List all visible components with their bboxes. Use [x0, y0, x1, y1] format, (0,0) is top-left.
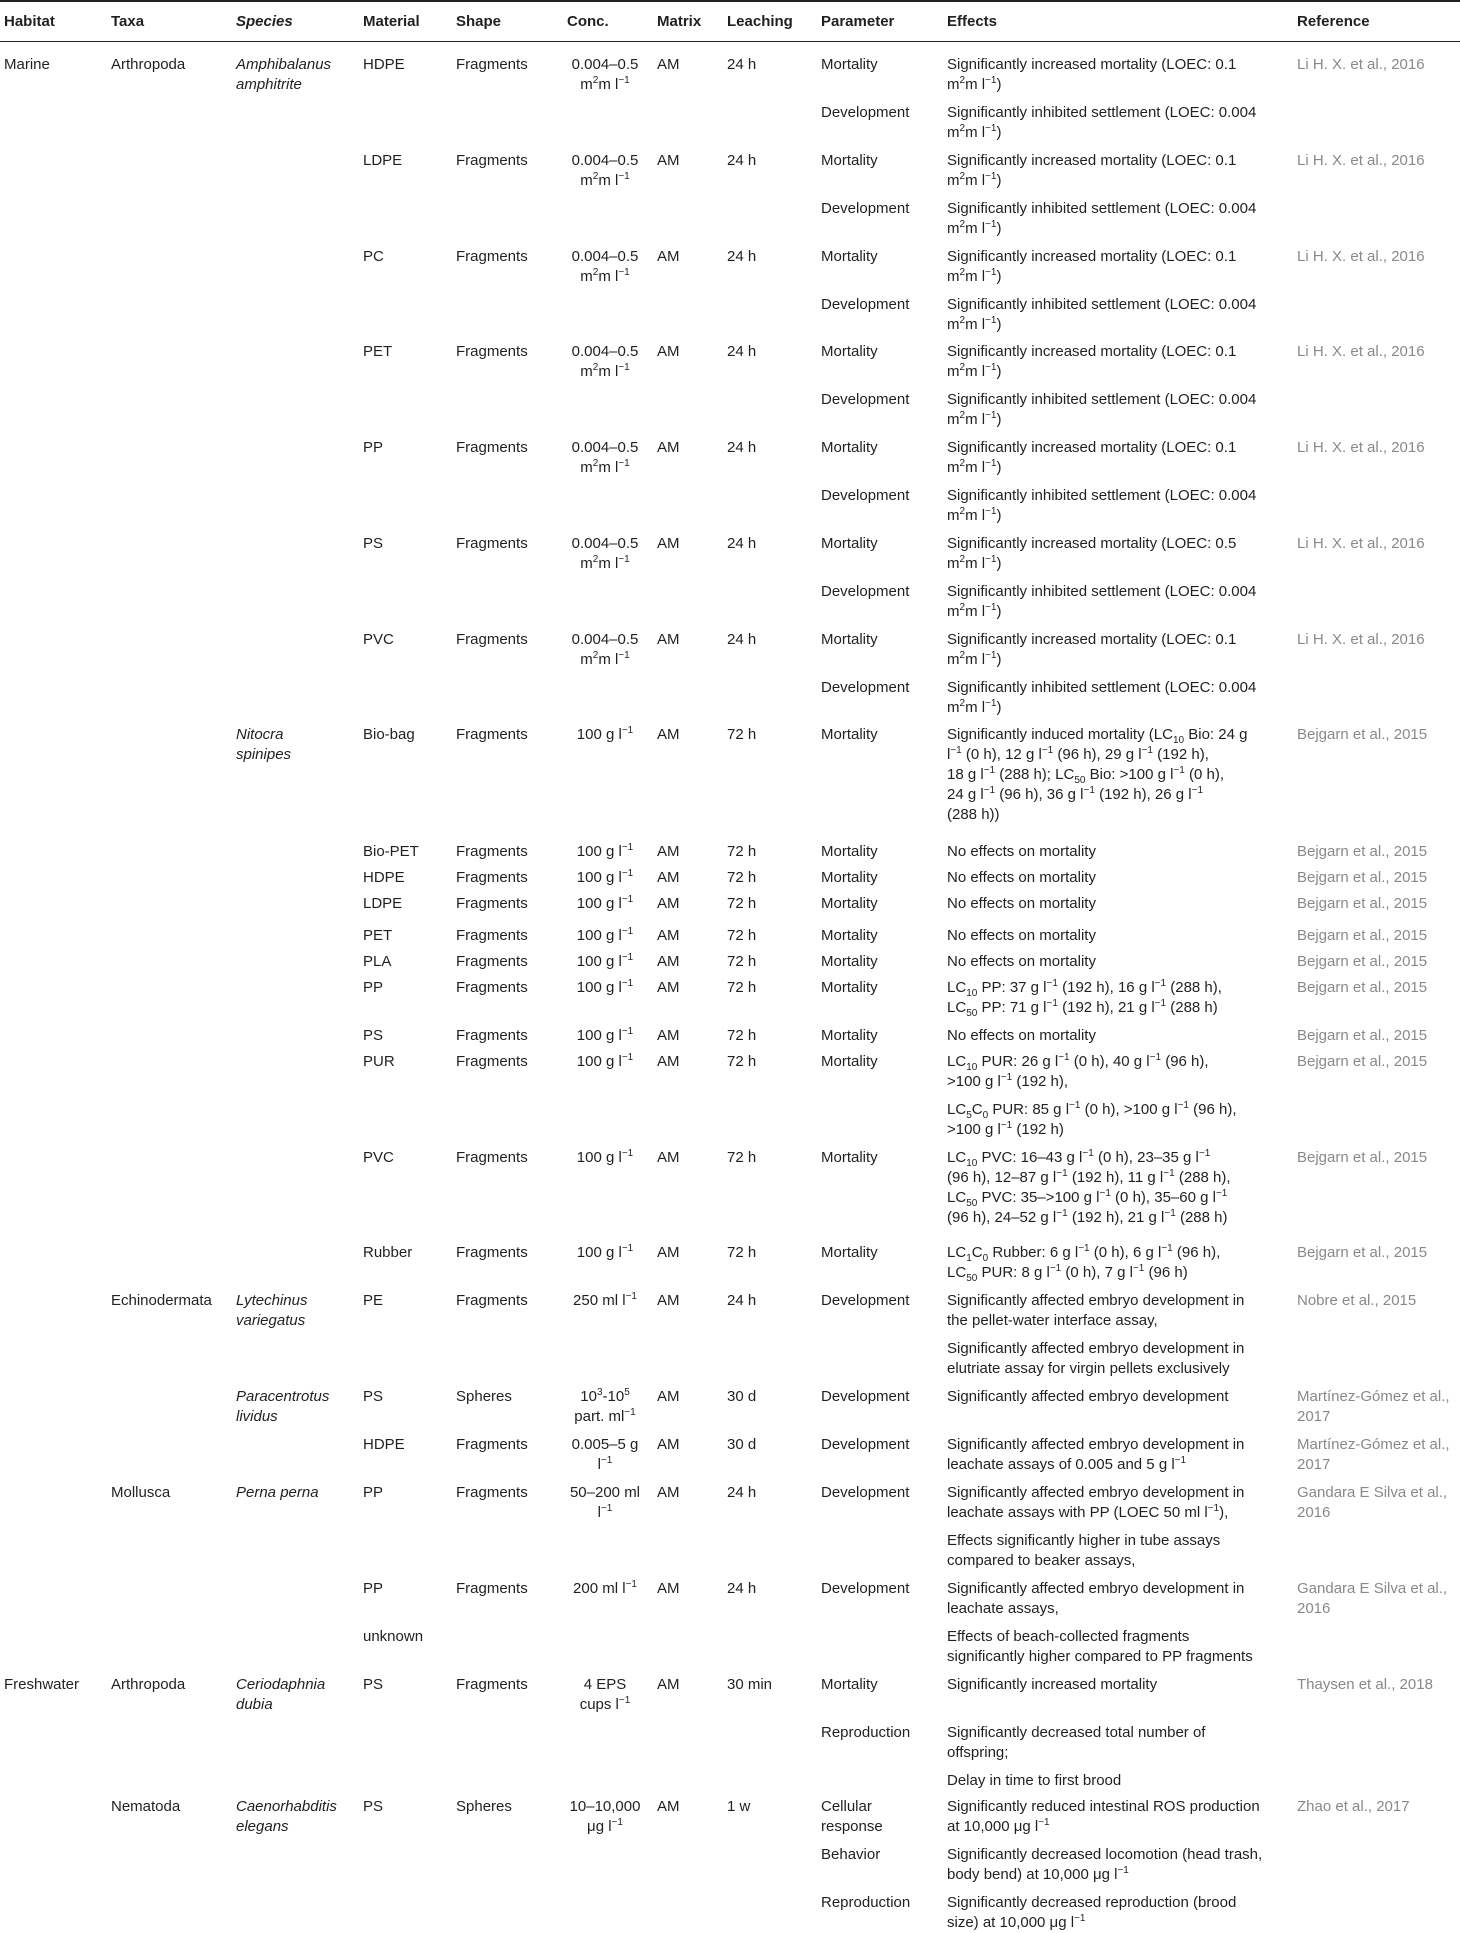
- cell-shape: Fragments: [456, 1027, 528, 1044]
- cell-matrix: AM: [657, 1580, 680, 1597]
- cell-effects: Significantly reduced intestinal ROS production at 10,000 μg $l^{-1}$: [947, 1798, 1260, 1835]
- cell-reference[interactable]: Gandara E Silva et al., 2016: [1297, 1580, 1448, 1617]
- cell-matrix: AM: [657, 1676, 680, 1693]
- cell-parameter: Mortality: [821, 56, 878, 73]
- header-material: Material: [363, 13, 420, 30]
- header-conc: Conc.: [567, 13, 609, 30]
- cell-parameter: Mortality: [821, 248, 878, 265]
- cell-reference[interactable]: Bejgarn et al., 2015: [1297, 927, 1428, 944]
- cell-shape: Fragments: [456, 343, 528, 360]
- cell-effects: $LC_1C_0$ Rubber: 6 g $l^{-1}$ (0 h), 6 g $l^{-1}$ (96 h), $LC_{50}$ PUR: 8 g $l^{-1}$ (0 h), 7 g $l^{-1}$ (96 h): [947, 1243, 1221, 1284]
- cell-parameter: Mortality: [821, 439, 878, 456]
- cell-material: PS: [363, 1027, 384, 1044]
- cell-taxa: Echinodermata: [111, 1292, 212, 1309]
- cell-effects: $LC_{10}$ PVC: 16–43 g $l^{-1}$ (0 h), 23–35 g $l^{-1}$ (96 h), 12–87 g $l^{-1}$ (192 h), 11 g $l^{-1}$ (288 h), $LC_{50}$ PVC: 35–>100 g $l^{-1}$ (0 h), 35–60 g $l^{-1}$ (96 h), 24–52 g $l^{-1}$ (192 h), 21 g $l^{-1}$ (288 h): [947, 1148, 1231, 1226]
- cell-parameter: Behavior: [821, 1846, 881, 1863]
- header-shape: Shape: [456, 13, 502, 30]
- cell-conc: 10–10,000 μg $l^{-1}$: [569, 1798, 641, 1835]
- cell-matrix: AM: [657, 1053, 680, 1070]
- cell-conc: 0.004–0.5 $m^2m$ $l^{-1}$: [571, 248, 639, 285]
- cell-matrix: AM: [657, 895, 680, 912]
- cell-effects: No effects on mortality: [947, 895, 1096, 912]
- cell-matrix: AM: [657, 1388, 680, 1405]
- cell-effects: $LC_{10}$ PUR: 26 g $l^{-1}$ (0 h), 40 g $l^{-1}$ (96 h), >100 g $l^{-1}$ (192 h),: [947, 1052, 1209, 1090]
- cell-reference[interactable]: Bejgarn et al., 2015: [1297, 953, 1428, 970]
- cell-matrix: AM: [657, 953, 680, 970]
- cell-parameter: Mortality: [821, 726, 878, 743]
- cell-leaching: 24 h: [727, 1292, 757, 1309]
- header-reference: Reference: [1297, 13, 1370, 30]
- cell-parameter: Mortality: [821, 631, 878, 648]
- cell-parameter: Development: [821, 487, 910, 504]
- cell-leaching: 72 h: [727, 1149, 757, 1166]
- cell-leaching: 24 h: [727, 631, 757, 648]
- cell-shape: Spheres: [456, 1388, 512, 1405]
- cell-conc: 100 g $l^{-1}$: [576, 1148, 634, 1166]
- cell-parameter: Mortality: [821, 927, 878, 944]
- cell-leaching: 72 h: [727, 1027, 757, 1044]
- cell-parameter: Development: [821, 1580, 910, 1597]
- cell-reference[interactable]: Li H. X. et al., 2016: [1297, 152, 1425, 169]
- cell-species: Lytechinus variegatus: [236, 1292, 308, 1329]
- cell-reference[interactable]: Li H. X. et al., 2016: [1297, 535, 1425, 552]
- cell-leaching: 72 h: [727, 895, 757, 912]
- cell-parameter: Development: [821, 1484, 910, 1501]
- cell-parameter: Development: [821, 679, 910, 696]
- cell-reference[interactable]: Martínez-Gómez et al., 2017: [1297, 1436, 1450, 1473]
- cell-effects: Significantly inhibited settlement (LOEC: 0.004 $m^2m$ $l^{-1}$): [947, 104, 1257, 141]
- header-bottom-rule: [0, 41, 1460, 42]
- cell-shape: Fragments: [456, 1436, 528, 1453]
- cell-reference[interactable]: Li H. X. et al., 2016: [1297, 439, 1425, 456]
- cell-leaching: 24 h: [727, 439, 757, 456]
- cell-parameter: Mortality: [821, 1053, 878, 1070]
- cell-effects: Significantly affected embryo development in leachate assays with PP (LOEC 50 ml $l^{-1}$),: [947, 1484, 1245, 1521]
- cell-leaching: 72 h: [727, 843, 757, 860]
- header-species: Species: [236, 13, 293, 30]
- cell-shape: Fragments: [456, 535, 528, 552]
- cell-taxa: Nematoda: [111, 1798, 181, 1815]
- cell-material: PP: [363, 1484, 384, 1501]
- cell-effects: Significantly affected embryo development in elutriate assay for virgin pellets exclusively: [947, 1340, 1245, 1377]
- cell-parameter: Development: [821, 391, 910, 408]
- cell-conc: 200 ml $l^{-1}$: [573, 1579, 637, 1597]
- cell-species: Caenorhabditis elegans: [236, 1798, 337, 1835]
- header-parameter: Parameter: [821, 13, 895, 30]
- cell-parameter: Mortality: [821, 979, 878, 996]
- cell-parameter: Mortality: [821, 1676, 878, 1693]
- cell-material: Bio-bag: [363, 726, 415, 743]
- cell-effects: No effects on mortality: [947, 843, 1096, 860]
- cell-material: PVC: [363, 1149, 394, 1166]
- cell-leaching: 72 h: [727, 726, 757, 743]
- cell-reference[interactable]: Bejgarn et al., 2015: [1297, 1244, 1428, 1261]
- cell-conc: 100 g $l^{-1}$: [576, 1243, 634, 1261]
- cell-effects: $LC_5C_0$ PUR: 85 g $l^{-1}$ (0 h), >100 g $l^{-1}$ (96 h), >100 g $l^{-1}$ (192 h): [947, 1100, 1237, 1138]
- cell-parameter: Mortality: [821, 953, 878, 970]
- cell-reference[interactable]: Bejgarn et al., 2015: [1297, 1149, 1428, 1166]
- cell-material: HDPE: [363, 1436, 405, 1453]
- cell-matrix: AM: [657, 1484, 680, 1501]
- cell-leaching: 72 h: [727, 979, 757, 996]
- cell-shape: Fragments: [456, 1484, 528, 1501]
- cell-material: PP: [363, 979, 384, 996]
- cell-effects: Significantly decreased total number of offspring;: [947, 1724, 1206, 1761]
- cell-material: PS: [363, 1676, 384, 1693]
- cell-leaching: 24 h: [727, 1580, 757, 1597]
- cell-effects: Significantly inhibited settlement (LOEC: 0.004 $m^2m$ $l^{-1}$): [947, 391, 1257, 428]
- cell-conc: 0.004–0.5 $m^2m$ $l^{-1}$: [571, 343, 639, 380]
- cell-material: PLA: [363, 953, 392, 970]
- cell-conc: 100 g $l^{-1}$: [576, 1052, 634, 1070]
- cell-effects: Effects of beach-collected fragments significantly higher compared to PP fragments: [947, 1628, 1253, 1665]
- cell-effects: Significantly increased mortality (LOEC: 0.1 $m^2m$ $l^{-1}$): [947, 343, 1237, 380]
- cell-conc: 100 g $l^{-1}$: [576, 868, 634, 886]
- cell-material: Bio-PET: [363, 843, 419, 860]
- cell-shape: Fragments: [456, 927, 528, 944]
- cell-matrix: AM: [657, 869, 680, 886]
- cell-material: PET: [363, 343, 393, 360]
- cell-effects: Significantly inhibited settlement (LOEC: 0.004 $m^2m$ $l^{-1}$): [947, 679, 1257, 716]
- cell-parameter: Reproduction: [821, 1894, 911, 1911]
- cell-effects: Significantly increased mortality (LOEC: 0.1 $m^2m$ $l^{-1}$): [947, 248, 1237, 285]
- cell-matrix: AM: [657, 248, 680, 265]
- cell-leaching: 24 h: [727, 1484, 757, 1501]
- cell-material: PE: [363, 1292, 384, 1309]
- cell-leaching: 24 h: [727, 56, 757, 73]
- cell-parameter: Mortality: [821, 535, 878, 552]
- cell-taxa: Mollusca: [111, 1484, 171, 1501]
- cell-parameter: Reproduction: [821, 1724, 911, 1741]
- cell-effects: No effects on mortality: [947, 927, 1096, 944]
- cell-shape: Spheres: [456, 1798, 512, 1815]
- cell-leaching: 24 h: [727, 248, 757, 265]
- cell-shape: Fragments: [456, 953, 528, 970]
- cell-leaching: 1 w: [727, 1798, 751, 1815]
- header-top-rule: [0, 0, 1460, 2]
- header-taxa: Taxa: [111, 13, 145, 30]
- cell-effects: Significantly increased mortality (LOEC: 0.1 $m^2m$ $l^{-1}$): [947, 56, 1237, 93]
- cell-conc: 0.004–0.5 $m^2m$ $l^{-1}$: [571, 535, 639, 572]
- cell-parameter: Development: [821, 200, 910, 217]
- cell-material: PP: [363, 439, 384, 456]
- cell-leaching: 72 h: [727, 1053, 757, 1070]
- cell-matrix: AM: [657, 979, 680, 996]
- cell-reference[interactable]: Bejgarn et al., 2015: [1297, 726, 1428, 743]
- cell-material: PS: [363, 1388, 384, 1405]
- cell-material: Rubber: [363, 1244, 413, 1261]
- cell-reference[interactable]: Li H. X. et al., 2016: [1297, 631, 1425, 648]
- cell-matrix: AM: [657, 535, 680, 552]
- cell-parameter: Development: [821, 296, 910, 313]
- cell-habitat: Marine: [4, 56, 50, 73]
- cell-parameter: Mortality: [821, 152, 878, 169]
- cell-parameter: Development: [821, 1388, 910, 1405]
- cell-parameter: Cellular response: [821, 1798, 883, 1835]
- cell-reference[interactable]: Bejgarn et al., 2015: [1297, 843, 1428, 860]
- table-header-row: [0, 0, 1460, 43]
- header-habitat: Habitat: [4, 13, 55, 30]
- cell-shape: Fragments: [456, 248, 528, 265]
- cell-conc: 100 g $l^{-1}$: [576, 725, 634, 743]
- cell-conc: 100 g $l^{-1}$: [576, 978, 634, 996]
- cell-material: PVC: [363, 631, 394, 648]
- cell-material: PS: [363, 535, 384, 552]
- cell-parameter: Mortality: [821, 1027, 878, 1044]
- cell-reference[interactable]: Bejgarn et al., 2015: [1297, 869, 1428, 886]
- cell-shape: Fragments: [456, 1149, 528, 1166]
- cell-shape: Fragments: [456, 869, 528, 886]
- cell-shape: Fragments: [456, 726, 528, 743]
- cell-leaching: 24 h: [727, 535, 757, 552]
- cell-leaching: 24 h: [727, 343, 757, 360]
- cell-species: Nitocra spinipes: [236, 726, 292, 763]
- cell-effects: Significantly induced mortality ($LC_{10}$ Bio: 24 g $l^{-1}$ (0 h), 12 g $l^{-1}$ (96 h), 29 g $l^{-1}$ (192 h), 18 g $l^{-1}$ (288 h); $LC_{50}$ Bio: >100 g $l^{-1}$ (0 h), 24 g $l^{-1}$ (96 h), 36 g $l^{-1}$ (192 h), 26 g $l^{-1}$ (288 h)): [947, 726, 1248, 823]
- cell-conc: 0.004–0.5 $m^2m$ $l^{-1}$: [571, 439, 639, 476]
- cell-shape: Fragments: [456, 1580, 528, 1597]
- cell-habitat: Freshwater: [4, 1676, 80, 1693]
- cell-effects: Significantly increased mortality (LOEC: 0.1 $m^2m$ $l^{-1}$): [947, 631, 1237, 668]
- cell-parameter: Mortality: [821, 343, 878, 360]
- cell-effects: No effects on mortality: [947, 869, 1096, 886]
- cell-reference[interactable]: Bejgarn et al., 2015: [1297, 979, 1428, 996]
- cell-effects: Significantly decreased locomotion (head trash, body bend) at 10,000 μg $l^{-1}$: [947, 1846, 1263, 1883]
- cell-effects: Effects significantly higher in tube assays compared to beaker assays,: [947, 1532, 1221, 1569]
- cell-reference[interactable]: Nobre et al., 2015: [1297, 1292, 1417, 1309]
- cell-reference[interactable]: Li H. X. et al., 2016: [1297, 56, 1425, 73]
- cell-shape: Fragments: [456, 631, 528, 648]
- cell-material: PUR: [363, 1053, 395, 1070]
- cell-taxa: Arthropoda: [111, 1676, 186, 1693]
- cell-leaching: 24 h: [727, 152, 757, 169]
- cell-effects: Significantly inhibited settlement (LOEC: 0.004 $m^2m$ $l^{-1}$): [947, 296, 1257, 333]
- cell-shape: Fragments: [456, 56, 528, 73]
- cell-leaching: 30 d: [727, 1436, 757, 1453]
- cell-matrix: AM: [657, 1292, 680, 1309]
- cell-parameter: Mortality: [821, 895, 878, 912]
- cell-taxa: Arthropoda: [111, 56, 186, 73]
- cell-reference[interactable]: Thaysen et al., 2018: [1297, 1676, 1433, 1693]
- cell-species: Amphibalanus amphitrite: [236, 56, 332, 93]
- cell-matrix: AM: [657, 1244, 680, 1261]
- header-matrix: Matrix: [657, 13, 702, 30]
- cell-shape: Fragments: [456, 843, 528, 860]
- cell-matrix: AM: [657, 1436, 680, 1453]
- cell-parameter: Mortality: [821, 1244, 878, 1261]
- cell-conc: 100 g $l^{-1}$: [576, 894, 634, 912]
- cell-shape: Fragments: [456, 979, 528, 996]
- cell-reference[interactable]: Li H. X. et al., 2016: [1297, 248, 1425, 265]
- cell-effects: No effects on mortality: [947, 953, 1096, 970]
- cell-parameter: Development: [821, 1292, 910, 1309]
- cell-effects: Delay in time to first brood: [947, 1772, 1122, 1789]
- cell-effects: Significantly increased mortality: [947, 1676, 1158, 1693]
- cell-effects: Significantly affected embryo development in leachate assays of 0.005 and 5 g $l^{-1}$: [947, 1436, 1245, 1473]
- cell-conc: 100 g $l^{-1}$: [576, 926, 634, 944]
- cell-species: Ceriodaphnia dubia: [236, 1676, 326, 1713]
- cell-conc: 0.004–0.5 $m^2m$ $l^{-1}$: [571, 56, 639, 93]
- cell-leaching: 72 h: [727, 927, 757, 944]
- cell-reference[interactable]: Martínez-Gómez et al., 2017: [1297, 1388, 1450, 1425]
- cell-matrix: AM: [657, 56, 680, 73]
- cell-parameter: Mortality: [821, 1149, 878, 1166]
- cell-effects: Significantly increased mortality (LOEC: 0.5 $m^2m$ $l^{-1}$): [947, 535, 1237, 572]
- cell-conc: $10^3-10^5$ part. $ml^{-1}$: [574, 1387, 636, 1425]
- cell-material: PS: [363, 1798, 384, 1815]
- cell-matrix: AM: [657, 439, 680, 456]
- cell-conc: 100 g $l^{-1}$: [576, 952, 634, 970]
- cell-conc: 50–200 ml $l^{-1}$: [569, 1484, 641, 1521]
- cell-effects: Significantly increased mortality (LOEC: 0.1 $m^2m$ $l^{-1}$): [947, 152, 1237, 189]
- cell-material: PET: [363, 927, 393, 944]
- cell-reference[interactable]: Gandara E Silva et al., 2016: [1297, 1484, 1448, 1521]
- cell-effects: $LC_{10}$ PP: 37 g $l^{-1}$ (192 h), 16 g $l^{-1}$ (288 h), $LC_{50}$ PP: 71 g $l^{-1}$ (192 h), 21 g $l^{-1}$ (288 h): [947, 978, 1222, 1019]
- cell-shape: Fragments: [456, 439, 528, 456]
- cell-effects: Significantly inhibited settlement (LOEC: 0.004 $m^2m$ $l^{-1}$): [947, 487, 1257, 524]
- cell-material: LDPE: [363, 895, 403, 912]
- cell-conc: 0.004–0.5 $m^2m$ $l^{-1}$: [571, 631, 639, 668]
- cell-conc: 100 g $l^{-1}$: [576, 1026, 634, 1044]
- cell-effects: Significantly affected embryo development in leachate assays,: [947, 1580, 1245, 1617]
- cell-parameter: Development: [821, 1436, 910, 1453]
- cell-matrix: AM: [657, 927, 680, 944]
- cell-reference[interactable]: Bejgarn et al., 2015: [1297, 1053, 1428, 1070]
- cell-matrix: AM: [657, 152, 680, 169]
- cell-shape: Fragments: [456, 1292, 528, 1309]
- cell-reference[interactable]: Zhao et al., 2017: [1297, 1798, 1410, 1815]
- cell-parameter: Mortality: [821, 843, 878, 860]
- cell-shape: Fragments: [456, 152, 528, 169]
- cell-matrix: AM: [657, 843, 680, 860]
- cell-shape: Fragments: [456, 1244, 528, 1261]
- cell-shape: Fragments: [456, 895, 528, 912]
- cell-material: HDPE: [363, 56, 405, 73]
- cell-material: PC: [363, 248, 384, 265]
- cell-leaching: 72 h: [727, 869, 757, 886]
- cell-matrix: AM: [657, 631, 680, 648]
- header-effects: Effects: [947, 13, 998, 30]
- cell-effects: Significantly inhibited settlement (LOEC: 0.004 $m^2m$ $l^{-1}$): [947, 583, 1257, 620]
- cell-species: Perna perna: [236, 1484, 319, 1501]
- cell-parameter: Development: [821, 104, 910, 121]
- cell-material: PP: [363, 1580, 384, 1597]
- cell-shape: Fragments: [456, 1676, 528, 1693]
- cell-reference[interactable]: Li H. X. et al., 2016: [1297, 343, 1425, 360]
- cell-reference[interactable]: Bejgarn et al., 2015: [1297, 1027, 1428, 1044]
- cell-matrix: AM: [657, 726, 680, 743]
- cell-conc: 0.005–5 g $l^{-1}$: [571, 1436, 639, 1473]
- cell-conc: 0.004–0.5 $m^2m$ $l^{-1}$: [571, 152, 639, 189]
- cell-conc: 100 g $l^{-1}$: [576, 842, 634, 860]
- cell-material: LDPE: [363, 152, 403, 169]
- cell-effects: Significantly increased mortality (LOEC: 0.1 $m^2m$ $l^{-1}$): [947, 439, 1237, 476]
- cell-reference[interactable]: Bejgarn et al., 2015: [1297, 895, 1428, 912]
- cell-matrix: AM: [657, 1027, 680, 1044]
- cell-parameter: Mortality: [821, 869, 878, 886]
- cell-parameter: Development: [821, 583, 910, 600]
- cell-shape: Fragments: [456, 1053, 528, 1070]
- cell-effects: Significantly affected embryo development: [947, 1388, 1229, 1405]
- cell-effects: No effects on mortality: [947, 1027, 1096, 1044]
- cell-leaching: 30 d: [727, 1388, 757, 1405]
- cell-leaching: 30 min: [727, 1676, 773, 1693]
- cell-material: unknown: [363, 1628, 424, 1645]
- cell-effects: Significantly decreased reproduction (brood size) at 10,000 μg $l^{-1}$: [947, 1894, 1237, 1931]
- cell-conc: 250 ml $l^{-1}$: [573, 1291, 637, 1309]
- cell-effects: Significantly inhibited settlement (LOEC: 0.004 $m^2m$ $l^{-1}$): [947, 200, 1257, 237]
- cell-species: Paracentrotus lividus: [236, 1388, 330, 1425]
- cell-matrix: AM: [657, 1798, 680, 1815]
- cell-material: HDPE: [363, 869, 405, 886]
- cell-effects: Significantly affected embryo development in the pellet-water interface assay,: [947, 1292, 1245, 1329]
- cell-conc: 4 EPS cups $l^{-1}$: [579, 1676, 631, 1713]
- cell-matrix: AM: [657, 1149, 680, 1166]
- cell-matrix: AM: [657, 343, 680, 360]
- cell-leaching: 72 h: [727, 953, 757, 970]
- cell-leaching: 72 h: [727, 1244, 757, 1261]
- header-leaching: Leaching: [727, 13, 793, 30]
